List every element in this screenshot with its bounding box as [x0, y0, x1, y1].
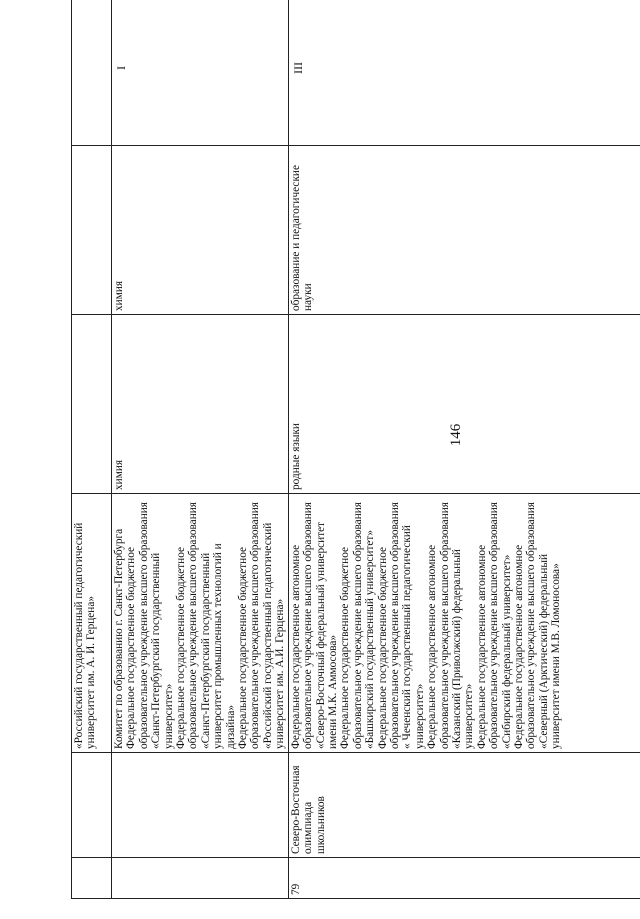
cell-subject: [72, 146, 112, 315]
cell-subject: химия: [112, 146, 289, 315]
organizer-text: Федеральное государственное бюджетное образовательное учреждение высшего образования «Санкт-Петербургский государственный университет»: [125, 502, 175, 749]
cell-level: [72, 0, 112, 146]
cell-olympiad: [112, 753, 289, 858]
organizer-text: «Российский государственный педагогический университет им. А. И. Герцена»: [73, 522, 98, 749]
level-text: I: [114, 66, 128, 70]
page-number: 146: [448, 423, 464, 447]
cell-profile: химия: [112, 315, 289, 494]
table-row: [112, 0, 289, 899]
cell-organizers: [112, 494, 289, 753]
cell-subject: образование и педагогические науки: [288, 146, 640, 315]
organizer-text: Федеральное государственное автономное образовательное учреждение высшего образования «Северный (Арктический) федеральный университет имени М.В. Ломоносова»: [513, 502, 563, 749]
organizer-text: Федеральное государственное бюджетное образовательное учреждение высшего образования «Российский государственный педагогический университет им. А.И. Герцена»: [237, 502, 287, 749]
level-text: III: [290, 62, 305, 74]
organizer-text: Федеральное государственное автономное образовательное учреждение высшего образования «Казанский (Приволжский) федеральный университет»: [426, 502, 476, 749]
cell-number: [112, 858, 289, 899]
rotated-table-container: [71, 33, 636, 899]
organizer-text: Федеральное государственное автономное образовательное учреждение высшего образования «Северо-Восточный федеральный университет имени М.К. Аммосова»: [289, 502, 339, 749]
olympiad-table: [71, 0, 640, 899]
level-text: [73, 0, 75, 142]
organizer-text: Федеральное государственное бюджетное образовательное учреждение высшего образования « Чеченский государственный педагогический университет»: [376, 502, 426, 749]
organizer-text: Федеральное государственное автономное образовательное учреждение высшего образования «Сибирский федеральный университет»: [475, 502, 513, 749]
table-row: [288, 0, 640, 899]
cell-olympiad: [72, 753, 112, 858]
cell-organizers: [288, 494, 640, 753]
cell-profile: родные языки: [288, 315, 640, 494]
organizer-text: Федеральное государственное бюджетное образовательное учреждение высшего образования «Башкирский государственный университет»: [339, 502, 377, 749]
organizer-text: Федеральное государственное бюджетное образовательное учреждение высшего образования «Санкт-Петербургский государственный университет промышленных технологий и дизайна»: [175, 502, 237, 749]
cell-level: [112, 0, 289, 146]
cell-profile: [72, 315, 112, 494]
table-row: [72, 0, 112, 899]
cell-number: [72, 858, 112, 899]
cell-number: 79: [288, 858, 640, 899]
organizer-text: Комитет по образованию г. Санкт-Петербурга: [113, 528, 125, 749]
cell-level: [288, 0, 640, 146]
cell-organizers: [72, 494, 112, 753]
cell-olympiad: Северо-Восточная олимпиада школьников: [288, 753, 640, 858]
